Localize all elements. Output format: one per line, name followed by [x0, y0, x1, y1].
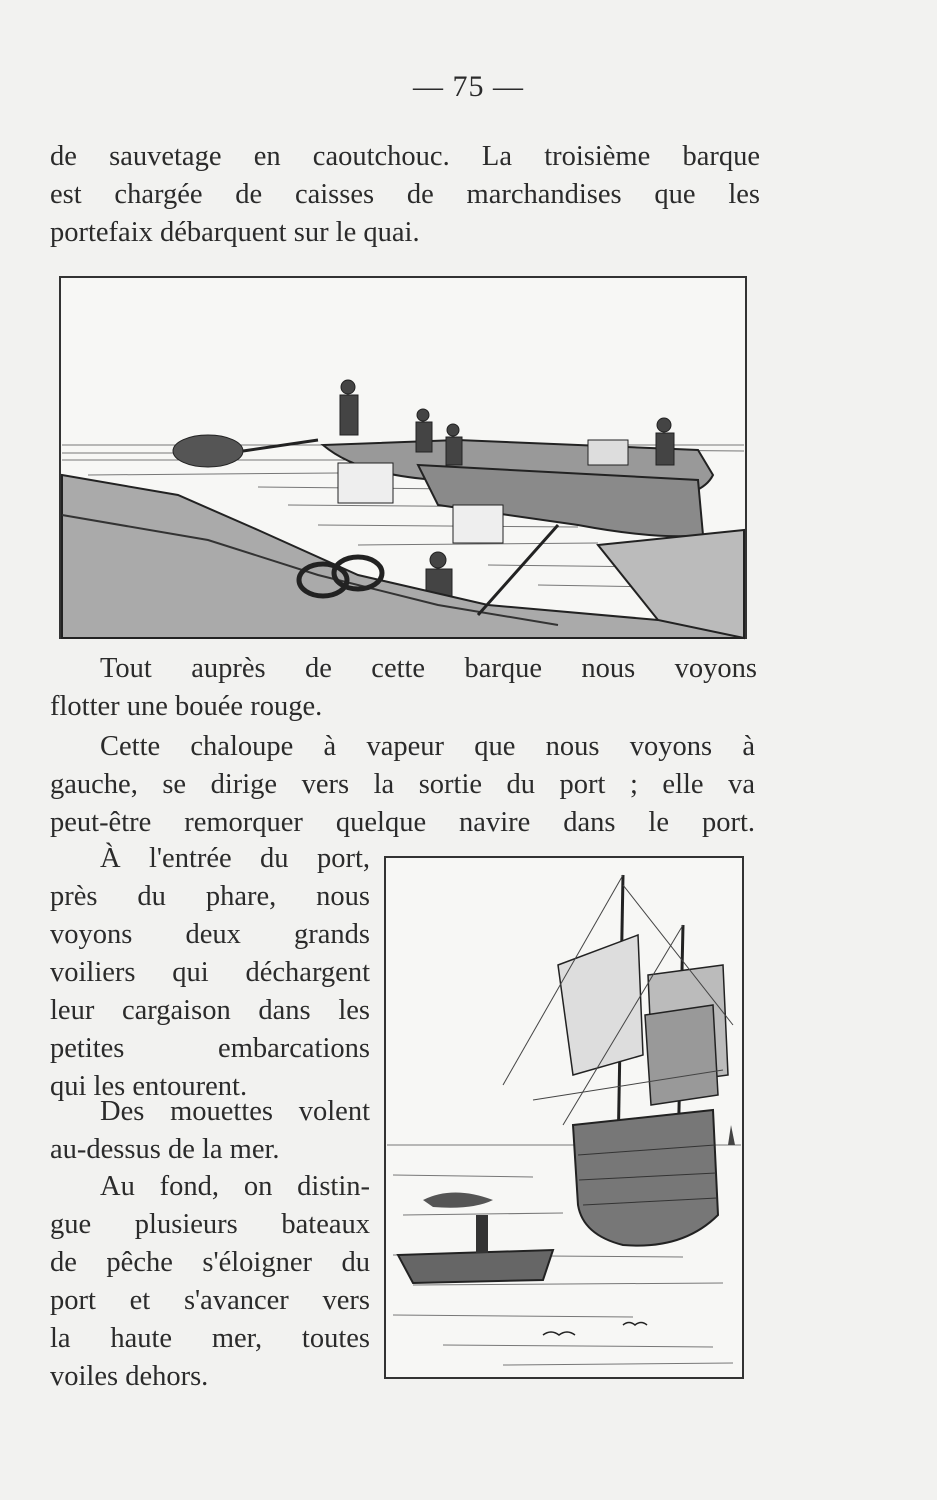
- text-line: de sauvetage en caoutchouc. La troisième barque: [50, 141, 760, 172]
- harbor-boats-illustration: [58, 275, 748, 640]
- text-line: qui les entourent.: [50, 1071, 248, 1102]
- page-number: — 75 —: [413, 70, 524, 103]
- text-line: À l'entrée du port,: [100, 843, 370, 874]
- text-line: voiles dehors.: [50, 1361, 209, 1392]
- text-line: près du phare, nous: [50, 881, 370, 912]
- text-line: Des mouettes volent: [100, 1096, 370, 1127]
- text-line: la haute mer, toutes: [50, 1323, 370, 1354]
- text-line: Cette chaloupe à vapeur que nous voyons à: [100, 731, 755, 762]
- text-line: voyons deux grands: [50, 919, 370, 950]
- text-line: flotter une bouée rouge.: [50, 691, 323, 722]
- text-line: Tout auprès de cette barque nous voyons: [100, 653, 757, 684]
- paragraph-3: [50, 728, 755, 842]
- text-line: Au fond, on distin-: [100, 1171, 370, 1202]
- sailing-ship-illustration: [383, 855, 745, 1380]
- text-line: au-dessus de la mer.: [50, 1134, 280, 1165]
- paragraph-1: [50, 138, 760, 252]
- text-line: voiliers qui déchargent: [50, 957, 370, 988]
- text-line: petites embarcations: [50, 1033, 370, 1064]
- text-line: leur cargaison dans les: [50, 995, 370, 1026]
- paragraph-6: [50, 1168, 370, 1396]
- text-line: gue plusieurs bateaux: [50, 1209, 370, 1240]
- text-line: port et s'avancer vers: [50, 1285, 370, 1316]
- text-line: de pêche s'éloigner du: [50, 1247, 370, 1278]
- paragraph-4: [50, 840, 370, 1106]
- text-line: gauche, se dirige vers la sortie du port ; elle va: [50, 769, 755, 800]
- text-line: peut-être remorquer quelque navire dans le port.: [50, 807, 755, 838]
- text-line: est chargée de caisses de marchandises que les: [50, 179, 760, 210]
- paragraph-5: [50, 1093, 370, 1169]
- text-line: portefaix débarquent sur le quai.: [50, 217, 420, 248]
- paragraph-2: [50, 650, 757, 726]
